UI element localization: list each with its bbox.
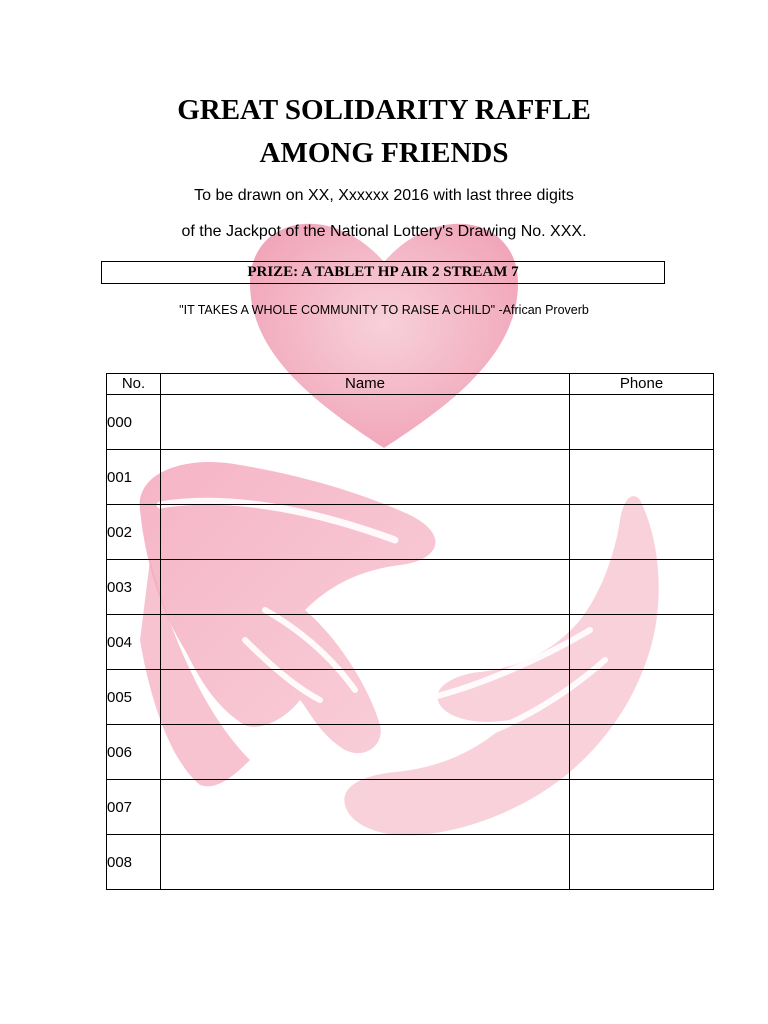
draw-info-line2: of the Jackpot of the National Lottery's Drawing No. XXX.: [181, 223, 587, 240]
page-title-line2: AMONG FRIENDS: [259, 137, 509, 169]
phone-cell[interactable]: [570, 780, 714, 835]
header-phone: Phone: [570, 374, 714, 395]
table-row: [107, 505, 714, 560]
table-row: [107, 395, 714, 450]
ticket-number: 003: [107, 560, 161, 615]
participants-table: [106, 373, 714, 890]
ticket-number: 008: [107, 835, 161, 890]
table-row: [107, 560, 714, 615]
table-row: [107, 670, 714, 725]
ticket-number: 006: [107, 725, 161, 780]
prize-box: PRIZE: A TABLET HP AIR 2 STREAM 7: [101, 261, 665, 284]
page-title-line1: GREAT SOLIDARITY RAFFLE: [177, 94, 591, 126]
table-row: [107, 725, 714, 780]
phone-cell[interactable]: [570, 615, 714, 670]
ticket-number: 001: [107, 450, 161, 505]
ticket-number: 000: [107, 395, 161, 450]
name-cell[interactable]: [161, 615, 570, 670]
ticket-number: 002: [107, 505, 161, 560]
ticket-number: 007: [107, 780, 161, 835]
phone-cell[interactable]: [570, 450, 714, 505]
phone-cell[interactable]: [570, 560, 714, 615]
ticket-number: 004: [107, 615, 161, 670]
ticket-number: 005: [107, 670, 161, 725]
phone-cell[interactable]: [570, 670, 714, 725]
header-no: No.: [107, 374, 161, 395]
name-cell[interactable]: [161, 835, 570, 890]
phone-cell[interactable]: [570, 725, 714, 780]
table-header-row: [107, 374, 714, 395]
phone-cell[interactable]: [570, 395, 714, 450]
table-row: [107, 615, 714, 670]
name-cell[interactable]: [161, 560, 570, 615]
name-cell[interactable]: [161, 725, 570, 780]
proverb-quote: "IT TAKES A WHOLE COMMUNITY TO RAISE A CHILD" -African Proverb: [179, 303, 589, 317]
table-row: [107, 780, 714, 835]
table-row: [107, 835, 714, 890]
name-cell[interactable]: [161, 670, 570, 725]
table-row: [107, 450, 714, 505]
phone-cell[interactable]: [570, 835, 714, 890]
draw-info-line1: To be drawn on XX, Xxxxxx 2016 with last three digits: [194, 187, 574, 204]
name-cell[interactable]: [161, 780, 570, 835]
header-name: Name: [161, 374, 570, 395]
phone-cell[interactable]: [570, 505, 714, 560]
name-cell[interactable]: [161, 505, 570, 560]
name-cell[interactable]: [161, 395, 570, 450]
name-cell[interactable]: [161, 450, 570, 505]
